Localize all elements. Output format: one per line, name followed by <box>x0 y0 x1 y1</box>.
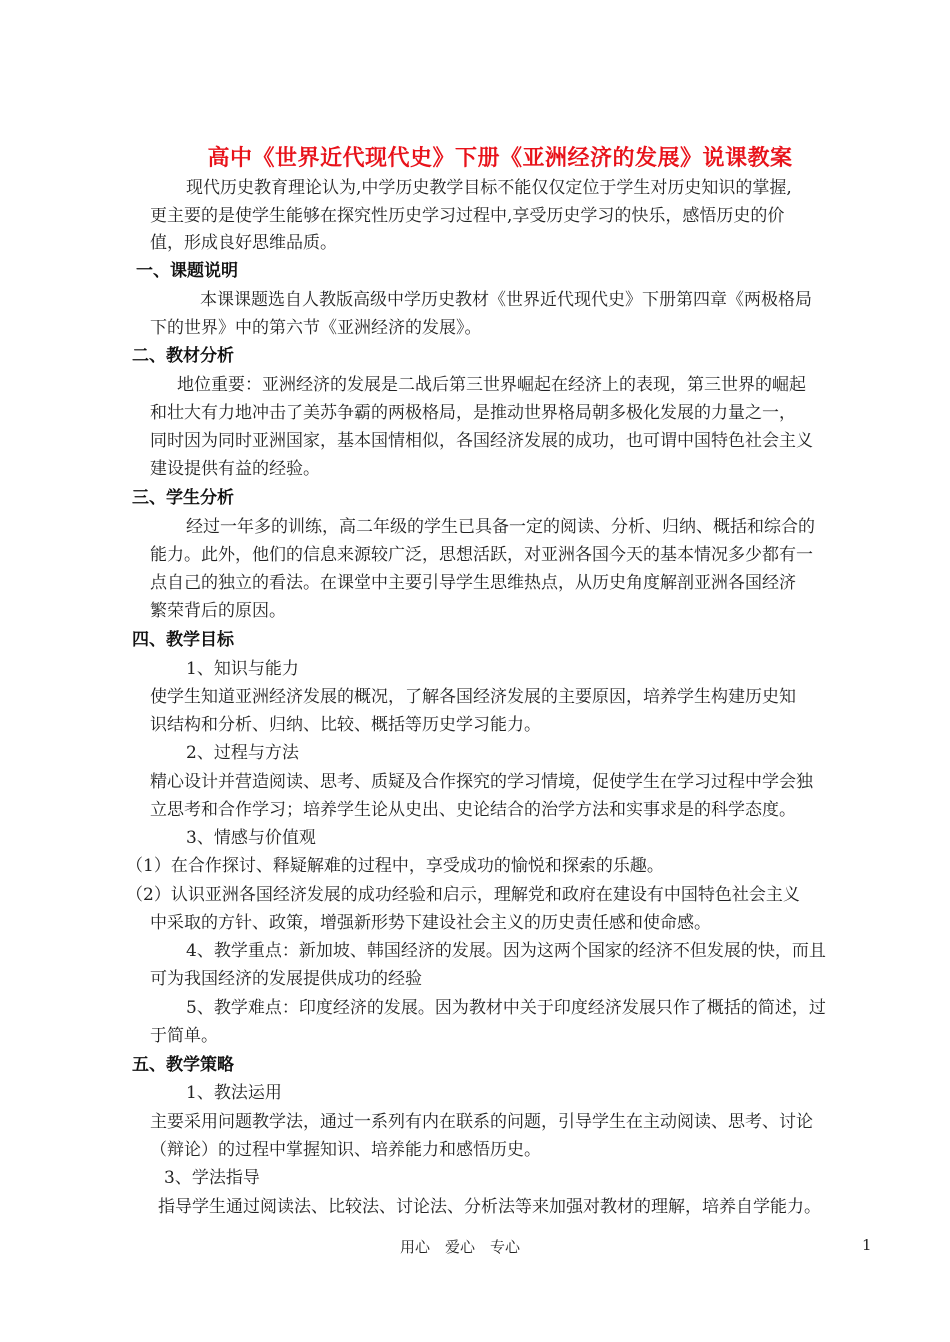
section-5-sub-1: 1、教法运用 <box>186 1083 282 1103</box>
section-2-line-2: 和壮大有力地冲击了美苏争霸的两极格局，是推动世界格局朝多极化发展的力量之一， <box>150 403 796 423</box>
section-4-sub-5-line-2: 于简单。 <box>150 1026 218 1046</box>
section-4-sub-4-line-2: 可为我国经济的发展提供成功的经验 <box>150 969 422 989</box>
section-2-heading: 二、教材分析 <box>132 346 234 366</box>
section-5-sub-2: 3、学法指导 <box>164 1168 260 1188</box>
section-1-line-1: 本课课题选自人教版高级中学历史教材《世界近代现代史》下册第四章《两极格局 <box>200 290 812 310</box>
section-3-line-1: 经过一年多的训练，高二年级的学生已具备一定的阅读、分析、归纳、概括和综合的 <box>186 517 815 537</box>
section-4-sub-3: 3、情感与价值观 <box>186 828 316 848</box>
section-4-sub-2: 2、过程与方法 <box>186 743 299 763</box>
section-4-sub-3-line-1: （1）在合作探讨、释疑解难的过程中，享受成功的愉悦和探索的乐趣。 <box>126 856 664 876</box>
section-4-sub-5-line-1: 5、教学难点：印度经济的发展。因为教材中关于印度经济发展只作了概括的简述，过 <box>186 998 826 1018</box>
section-1-line-2: 下的世界》中的第六节《亚洲经济的发展》。 <box>150 318 482 338</box>
section-4-sub-1-line-1: 使学生知道亚洲经济发展的概况，了解各国经济发展的主要原因，培养学生构建历史知 <box>150 687 796 707</box>
section-4-sub-4-line-1: 4、教学重点：新加坡、韩国经济的发展。因为这两个国家的经济不但发展的快，而且 <box>186 941 826 961</box>
section-2-line-3: 同时因为同时亚洲国家，基本国情相似，各国经济发展的成功，也可谓中国特色社会主义 <box>150 431 813 451</box>
section-5-sub-1-line-2: （辩论）的过程中掌握知识、培养能力和感悟历史。 <box>150 1140 541 1160</box>
section-4-sub-3-line-2: （2）认识亚洲各国经济发展的成功经验和启示，理解党和政府在建设有中国特色社会主义 <box>126 885 800 905</box>
intro-line-3: 值，形成良好思维品质。 <box>150 233 337 253</box>
section-1-heading: 一、课题说明 <box>136 261 238 281</box>
section-4-heading: 四、教学目标 <box>132 630 234 650</box>
section-3-line-3: 点自己的独立的看法。在课堂中主要引导学生思维热点，从历史角度解剖亚洲各国经济 <box>150 573 796 593</box>
section-5-sub-1-line-1: 主要采用问题教学法，通过一系列有内在联系的问题，引导学生在主动阅读、思考、讨论 <box>150 1112 813 1132</box>
intro-line-1: 现代历史教育理论认为,中学历史教学目标不能仅仅定位于学生对历史知识的掌握, <box>186 178 792 198</box>
section-2-line-1: 地位重要：亚洲经济的发展是二战后第三世界崛起在经济上的表现，第三世界的崛起 <box>177 375 806 395</box>
document-title: 高中《世界近代现代史》下册《亚洲经济的发展》说课教案 <box>207 145 793 171</box>
section-4-sub-3-line-3: 中采取的方针、政策，增强新形势下建设社会主义的历史责任感和使命感。 <box>150 913 711 933</box>
section-4-sub-1-line-2: 识结构和分析、归纳、比较、概括等历史学习能力。 <box>150 715 541 735</box>
section-5-sub-2-line-1: 指导学生通过阅读法、比较法、讨论法、分析法等来加强对教材的理解，培养自学能力。 <box>158 1197 821 1217</box>
section-4-sub-2-line-1: 精心设计并营造阅读、思考、质疑及合作探究的学习情境，促使学生在学习过程中学会独 <box>150 772 813 792</box>
section-5-heading: 五、教学策略 <box>132 1055 234 1075</box>
page-number: 1 <box>862 1236 872 1254</box>
section-3-line-2: 能力。此外，他们的信息来源较广泛，思想活跃，对亚洲各国今天的基本情况多少都有一 <box>150 545 813 565</box>
section-4-sub-2-line-2: 立思考和合作学习；培养学生论从史出、史论结合的治学方法和实事求是的科学态度。 <box>150 800 796 820</box>
section-3-heading: 三、学生分析 <box>132 488 234 508</box>
section-2-line-4: 建设提供有益的经验。 <box>150 459 320 479</box>
section-3-line-4: 繁荣背后的原因。 <box>150 601 286 621</box>
footer-motto: 用心 爱心 专心 <box>400 1238 521 1256</box>
section-4-sub-1: 1、知识与能力 <box>186 659 299 679</box>
intro-line-2: 更主要的是使学生能够在探究性历史学习过程中,享受历史学习的快乐，感悟历史的价 <box>150 206 785 226</box>
